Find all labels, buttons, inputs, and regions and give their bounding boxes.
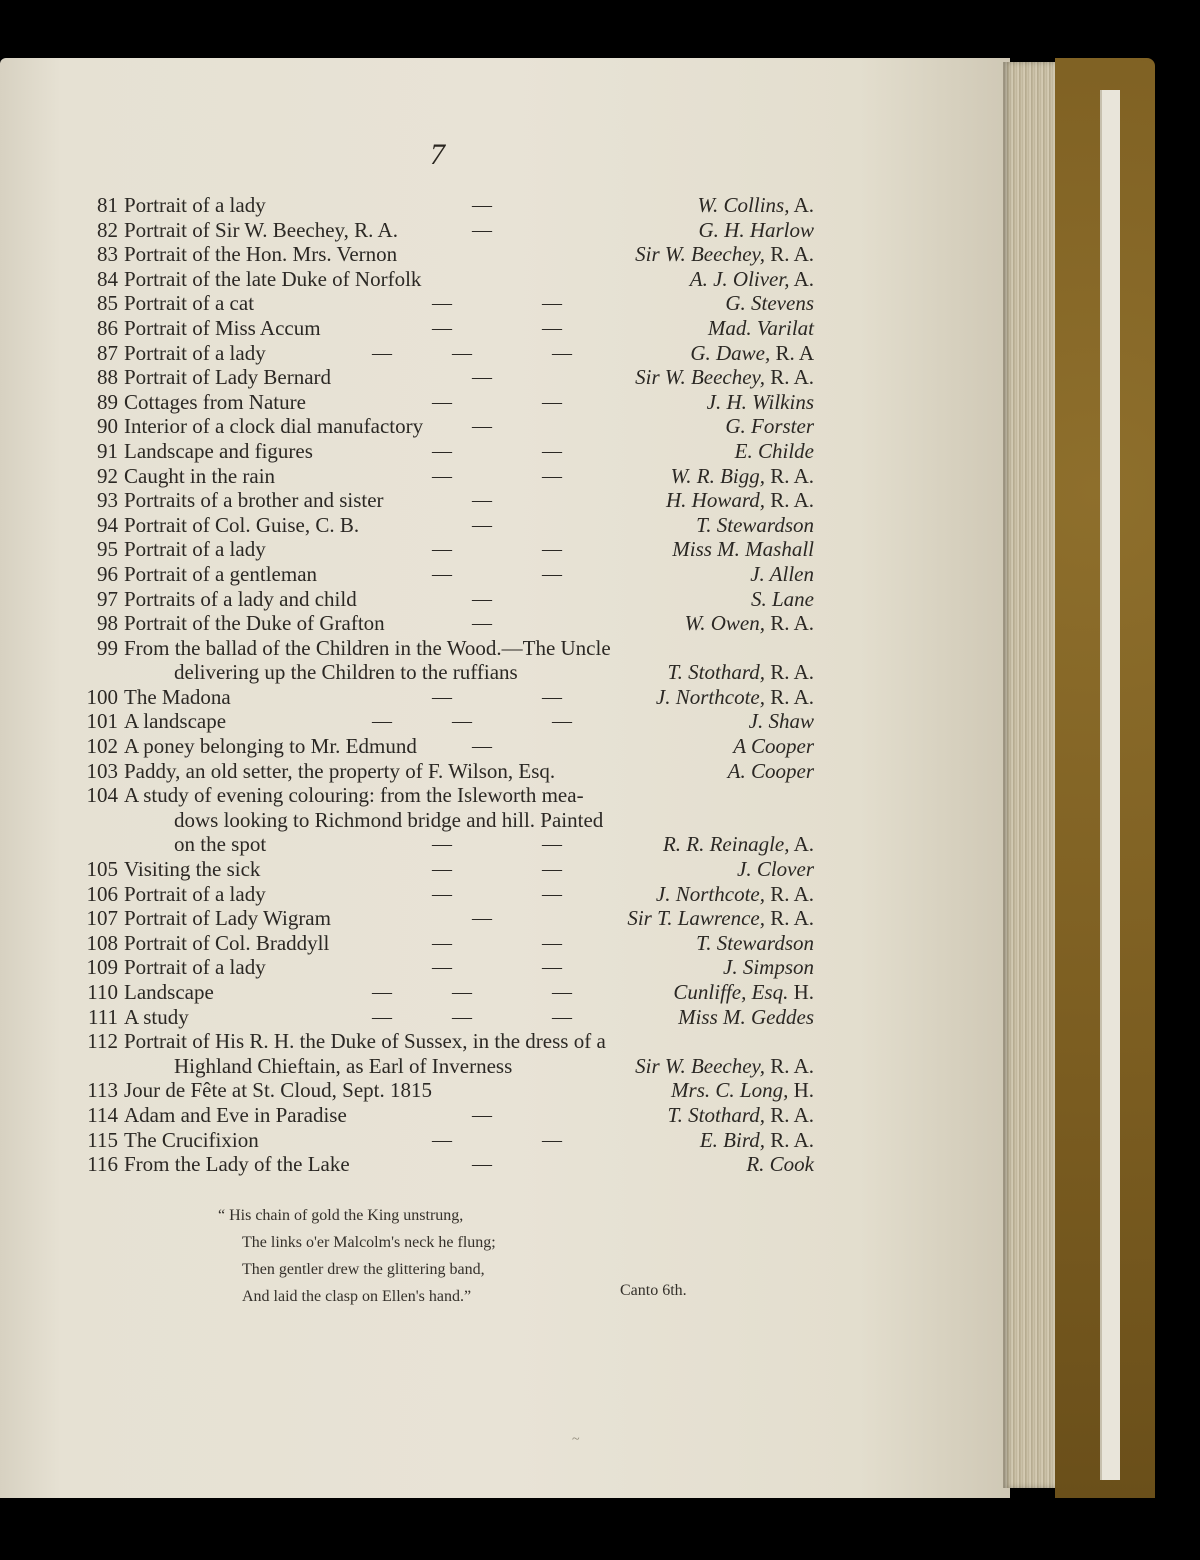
artist-name: J. Simpson — [723, 955, 814, 980]
artist-honour: R. A. — [764, 660, 814, 685]
artist-name: Miss M. Mashall — [672, 537, 814, 562]
leader-dash: — — [472, 735, 492, 758]
entry-number: 114 — [87, 1102, 118, 1127]
entry-number: 96 — [97, 561, 118, 586]
entry-artist — [698, 218, 814, 243]
entry-number: 94 — [97, 512, 118, 537]
artist-honour: R. A. — [764, 1053, 814, 1078]
entry-title: From the ballad of the Children in the Wood.—The Uncle — [124, 635, 611, 660]
entry-number: 84 — [97, 266, 118, 291]
artist-name: S. Lane — [751, 586, 814, 611]
leader-dash: — — [472, 366, 492, 389]
entry-title: Portrait of Sir W. Beechey, R. A. — [124, 217, 398, 242]
entry-artist — [685, 611, 814, 636]
artist-honour: R. A. — [764, 611, 814, 636]
artist-name: R. Cook — [746, 1152, 814, 1177]
leader-dash: — — [432, 292, 452, 315]
leader-dash: — — [542, 538, 562, 561]
catalogue-entry — [72, 291, 822, 316]
leader-dash: — — [432, 464, 452, 487]
leader-dash: — — [552, 981, 572, 1003]
entry-number: 91 — [97, 438, 118, 463]
entry-artist — [728, 759, 814, 784]
entry-title: Jour de Fête at St. Cloud, Sept. 1815 — [124, 1078, 432, 1103]
artist-name: J. Northcote, — [655, 881, 765, 906]
entry-number: 92 — [97, 463, 118, 488]
entry-title: Landscape — [124, 980, 214, 1004]
entry-artist — [696, 931, 814, 956]
verse-quotation — [218, 1202, 496, 1310]
entry-title: Portraits of a brother and sister — [124, 488, 384, 513]
leader-dash: — — [542, 439, 562, 462]
entry-artist — [690, 341, 814, 366]
artist-name: E. Childe — [734, 438, 814, 463]
entry-title: From the Lady of the Lake — [124, 1152, 350, 1177]
artist-name: T. Stothard, — [667, 1102, 765, 1127]
entry-number: 97 — [97, 586, 118, 611]
leader-dash: — — [432, 931, 452, 954]
entry-artist — [678, 1005, 814, 1030]
entry-title: A landscape — [124, 709, 227, 734]
artist-name: T. Stothard, — [667, 660, 765, 685]
artist-name: H. Howard, — [666, 488, 765, 513]
entry-number: 100 — [86, 684, 118, 709]
leader-dash: — — [542, 882, 562, 905]
leader-dash: — — [432, 538, 452, 561]
artist-name: W. R. Bigg, — [670, 463, 765, 488]
leader-dash: — — [452, 1005, 472, 1028]
catalogue-entry — [72, 193, 822, 218]
catalogue-entry — [72, 562, 822, 587]
leader-dash: — — [472, 907, 492, 930]
catalogue-entry — [72, 783, 822, 808]
artist-honour: R. A. — [764, 463, 814, 488]
leader-dash: — — [472, 218, 492, 241]
artist-name: W. Collins, — [697, 193, 790, 217]
leader-dash: — — [432, 562, 452, 585]
entry-number: 99 — [97, 635, 118, 660]
entry-number: 110 — [87, 980, 118, 1004]
leader-dash: — — [542, 316, 562, 339]
entry-artist — [725, 414, 814, 439]
catalogue-entry — [72, 414, 822, 439]
leader-dash: — — [552, 1005, 572, 1028]
entry-artist — [690, 267, 814, 292]
artist-name: R. R. Reinagle, — [662, 832, 790, 857]
artist-honour: H. — [788, 1078, 814, 1103]
catalogue-entry — [72, 980, 822, 1005]
artist-name: Sir T. Lawrence, — [627, 906, 765, 931]
entry-artist — [671, 1078, 814, 1103]
artist-name: T. Stewardson — [696, 512, 814, 537]
entry-number: 109 — [86, 955, 118, 980]
entry-title: A study — [124, 1004, 189, 1029]
entry-number: 81 — [97, 193, 118, 217]
entry-artist — [656, 685, 814, 710]
artist-honour: A. — [789, 832, 814, 857]
entry-number: 89 — [97, 389, 118, 414]
artist-honour: R. A. — [764, 365, 814, 390]
entry-number: 88 — [97, 365, 118, 390]
entry-number: 85 — [97, 291, 118, 316]
entry-title: Portrait of Col. Braddyll — [124, 930, 330, 955]
artist-name: G. Dawe, — [690, 340, 771, 365]
artist-name: J. Allen — [750, 561, 814, 586]
catalogue-entry — [72, 1029, 822, 1054]
leader-dash: — — [552, 341, 572, 364]
leader-dash: — — [472, 194, 492, 216]
entry-title: Portrait of the late Duke of Norfolk — [124, 266, 422, 291]
catalogue-entry — [72, 464, 822, 489]
artist-honour: R. A. — [764, 881, 814, 906]
artist-honour: R. A. — [764, 488, 814, 513]
catalogue-entry — [72, 439, 822, 464]
catalogue-entry — [72, 341, 822, 366]
entry-title: Portrait of a lady — [124, 881, 266, 906]
leader-dash: — — [542, 858, 562, 881]
catalogue-entry — [72, 709, 822, 734]
leader-dash: — — [452, 981, 472, 1003]
artist-honour: R. A. — [764, 242, 814, 267]
leader-dash: — — [542, 464, 562, 487]
entry-number: 86 — [97, 315, 118, 340]
artist-name: Sir W. Beechey, — [635, 1053, 765, 1078]
catalogue-entry — [72, 316, 822, 341]
entry-title: Caught in the rain — [124, 463, 276, 488]
entry-title: Portraits of a lady and child — [124, 586, 357, 611]
catalogue-entry — [72, 1005, 822, 1030]
entry-number: 102 — [86, 734, 118, 759]
leader-dash: — — [432, 858, 452, 881]
catalogue-entry — [72, 1103, 822, 1128]
artist-name: J. Shaw — [748, 709, 814, 734]
entry-number: 116 — [87, 1152, 118, 1177]
entry-artist — [749, 709, 814, 734]
catalogue-entry — [72, 931, 822, 956]
entry-title: Portrait of Lady Bernard — [124, 365, 332, 390]
entry-artist — [635, 242, 814, 267]
catalogue-entry — [72, 267, 822, 292]
leader-dash: — — [432, 390, 452, 413]
quote-line: “ His chain of gold the King unstrung, — [218, 1207, 464, 1224]
quote-source: Canto 6th. — [620, 1282, 687, 1299]
entry-title: Portrait of the Duke of Grafton — [124, 611, 385, 636]
artist-name: E. Bird, — [699, 1127, 765, 1152]
entry-artist — [635, 365, 814, 390]
entry-number: 105 — [86, 857, 118, 882]
artist-name: Mrs. C. Long, — [671, 1078, 789, 1103]
entry-artist — [750, 562, 814, 587]
artist-name: W. Owen, — [684, 611, 765, 636]
entry-number: 101 — [86, 709, 118, 734]
entry-artist — [707, 390, 814, 415]
leader-dash: — — [372, 710, 392, 733]
catalogue-entry — [72, 587, 822, 612]
entry-title: dows looking to Richmond bridge and hill. Painted — [174, 807, 604, 832]
leader-dash: — — [472, 612, 492, 635]
leader-dash: — — [472, 489, 492, 512]
entry-number: 103 — [86, 758, 118, 783]
entry-number: 104 — [86, 783, 118, 808]
page-number: 7 — [430, 138, 445, 171]
entry-title: Portrait of His R. H. the Duke of Sussex, in the dress of a — [124, 1029, 606, 1054]
artist-name: T. Stewardson — [696, 930, 814, 955]
artist-name: Mad. Varilat — [707, 315, 814, 340]
leader-dash: — — [542, 562, 562, 585]
artist-name: Sir W. Beechey, — [635, 242, 765, 267]
entry-artist — [697, 193, 814, 218]
entry-artist — [666, 488, 814, 513]
leader-dash: — — [372, 341, 392, 364]
leader-dash: — — [432, 685, 452, 708]
catalogue-entry — [72, 1152, 822, 1177]
entry-title: Portrait of a lady — [124, 537, 266, 562]
leader-dash: — — [472, 1153, 492, 1176]
entry-number: 95 — [97, 537, 118, 562]
entry-number: 108 — [86, 930, 118, 955]
leader-dash: — — [542, 1128, 562, 1151]
entry-artist — [708, 316, 814, 341]
entry-number: 87 — [97, 340, 118, 365]
artist-honour: H. — [788, 980, 814, 1004]
artist-honour: A. — [789, 193, 814, 217]
catalogue-list — [72, 193, 822, 1177]
entry-number: 111 — [88, 1004, 118, 1029]
entry-title: The Madona — [124, 684, 231, 709]
entry-title: delivering up the Children to the ruffians — [174, 660, 518, 685]
entry-number: 106 — [86, 881, 118, 906]
leader-dash: — — [472, 587, 492, 610]
catalogue-entry — [72, 218, 822, 243]
entry-title: Visiting the sick — [124, 857, 261, 882]
entry-title: Highland Chieftain, as Earl of Inverness — [174, 1053, 513, 1078]
artist-name: G. Stevens — [725, 291, 814, 316]
leader-dash: — — [542, 956, 562, 979]
catalogue-entry — [72, 611, 822, 636]
catalogue-entry — [72, 513, 822, 538]
leader-dash: — — [432, 439, 452, 462]
artist-name: J. Clover — [737, 857, 814, 882]
entry-artist — [700, 1128, 814, 1153]
leader-dash: — — [432, 833, 452, 856]
entry-title: A poney belonging to Mr. Edmund — [124, 734, 417, 759]
entry-title: Portrait of Lady Wigram — [124, 906, 331, 931]
entry-number: 93 — [97, 488, 118, 513]
artist-name: Cunliffe, Esq. — [673, 980, 789, 1004]
entry-artist — [746, 1152, 814, 1177]
entry-artist — [673, 980, 814, 1005]
catalogue-entry — [72, 636, 822, 661]
entry-number: 82 — [97, 217, 118, 242]
leader-dash: — — [432, 1128, 452, 1151]
artist-name: G. H. Harlow — [698, 217, 814, 242]
entry-artist — [725, 291, 814, 316]
entry-number: 113 — [87, 1078, 118, 1103]
entry-artist — [663, 832, 814, 857]
entry-artist — [668, 1103, 814, 1128]
leader-dash: — — [542, 833, 562, 856]
catalogue-entry — [72, 808, 822, 833]
catalogue-entry — [72, 857, 822, 882]
entry-title: Portrait of a gentleman — [124, 561, 318, 586]
entry-title: Portrait of a lady — [124, 340, 266, 365]
cover-paper-strip — [1100, 90, 1120, 1480]
entry-artist — [672, 537, 814, 562]
entry-title: Interior of a clock dial manufactory — [124, 414, 424, 439]
entry-title: Landscape and figures — [124, 438, 313, 463]
artist-name: A Cooper — [733, 734, 814, 759]
artist-name: Sir W. Beechey, — [635, 365, 765, 390]
catalogue-entry — [72, 242, 822, 267]
entry-artist — [696, 513, 814, 538]
leader-dash: — — [542, 292, 562, 315]
entry-artist — [735, 439, 814, 464]
catalogue-entry — [72, 882, 822, 907]
catalogue-entry — [72, 660, 822, 685]
leader-dash: — — [542, 931, 562, 954]
artist-name: G. Forster — [725, 414, 814, 439]
entry-number: 112 — [87, 1029, 118, 1054]
leader-dash: — — [472, 1103, 492, 1126]
leader-dash: — — [552, 710, 572, 733]
entry-title: Portrait of the Hon. Mrs. Vernon — [124, 242, 398, 267]
entry-title: Portrait of Miss Accum — [124, 315, 321, 340]
entry-artist — [751, 587, 814, 612]
artist-name: J. H. Wilkins — [706, 389, 814, 414]
catalogue-entry — [72, 1128, 822, 1153]
catalogue-entry — [72, 759, 822, 784]
entry-title: Adam and Eve in Paradise — [124, 1102, 347, 1127]
entry-number: 107 — [86, 906, 118, 931]
leader-dash: — — [472, 513, 492, 536]
artist-honour: R. A. — [764, 684, 814, 709]
catalogue-entry — [72, 537, 822, 562]
leader-dash: — — [372, 981, 392, 1003]
artist-honour: R. A. — [764, 906, 814, 931]
artist-honour: A. — [789, 266, 814, 291]
quote-line: Then gentler drew the glittering band, — [242, 1261, 485, 1278]
entry-title: The Crucifixion — [124, 1127, 259, 1152]
leader-dash: — — [452, 341, 472, 364]
entry-number: 115 — [87, 1127, 118, 1152]
catalogue-entry — [72, 906, 822, 931]
artist-name: A. J. Oliver, — [689, 266, 790, 291]
leader-dash: — — [432, 882, 452, 905]
entry-artist — [733, 734, 814, 759]
entry-number: 90 — [97, 414, 118, 439]
catalogue-entry — [72, 832, 822, 857]
catalogue-entry — [72, 488, 822, 513]
entry-title: Cottages from Nature — [124, 389, 306, 414]
leader-dash: — — [452, 710, 472, 733]
artist-name: A. Cooper — [727, 758, 814, 783]
page-fore-edge — [1003, 62, 1055, 1488]
leader-dash: — — [372, 1005, 392, 1028]
leader-dash: — — [542, 685, 562, 708]
entry-artist — [656, 882, 814, 907]
catalogue-entry — [72, 1054, 822, 1079]
artist-name: J. Northcote, — [655, 684, 765, 709]
entry-title: A study of evening colouring: from the Isleworth mea- — [124, 783, 584, 808]
catalogue-entry — [72, 1078, 822, 1103]
entry-title: on the spot — [174, 832, 267, 857]
catalogue-entry — [72, 955, 822, 980]
entry-title: Portrait of a lady — [124, 193, 266, 217]
quote-line: And laid the clasp on Ellen's hand.” — [242, 1288, 472, 1305]
entry-title: Portrait of a cat — [124, 291, 255, 316]
entry-artist — [668, 660, 814, 685]
artist-honour: R. A — [770, 340, 814, 365]
entry-artist — [627, 906, 814, 931]
entry-title: Paddy, an old setter, the property of F. Wilson, Esq. — [124, 758, 556, 783]
entry-artist — [737, 857, 814, 882]
artist-honour: R. A. — [764, 1127, 814, 1152]
artist-name: Miss M. Geddes — [678, 1004, 814, 1029]
leader-dash: — — [432, 316, 452, 339]
entry-artist — [723, 955, 814, 980]
entry-number: 83 — [97, 242, 118, 267]
leader-dash: — — [432, 956, 452, 979]
artist-honour: R. A. — [764, 1102, 814, 1127]
entry-artist — [671, 464, 814, 489]
leader-dash: — — [472, 415, 492, 438]
page-mark: ~ — [572, 1432, 580, 1447]
catalogue-entry — [72, 390, 822, 415]
catalogue-entry — [72, 734, 822, 759]
catalogue-entry — [72, 365, 822, 390]
leader-dash: — — [542, 390, 562, 413]
catalogue-entry — [72, 685, 822, 710]
quote-line: The links o'er Malcolm's neck he flung; — [242, 1234, 496, 1251]
entry-artist — [635, 1054, 814, 1079]
entry-title: Portrait of a lady — [124, 955, 266, 980]
entry-number: 98 — [97, 611, 118, 636]
entry-title: Portrait of Col. Guise, C. B. — [124, 512, 360, 537]
